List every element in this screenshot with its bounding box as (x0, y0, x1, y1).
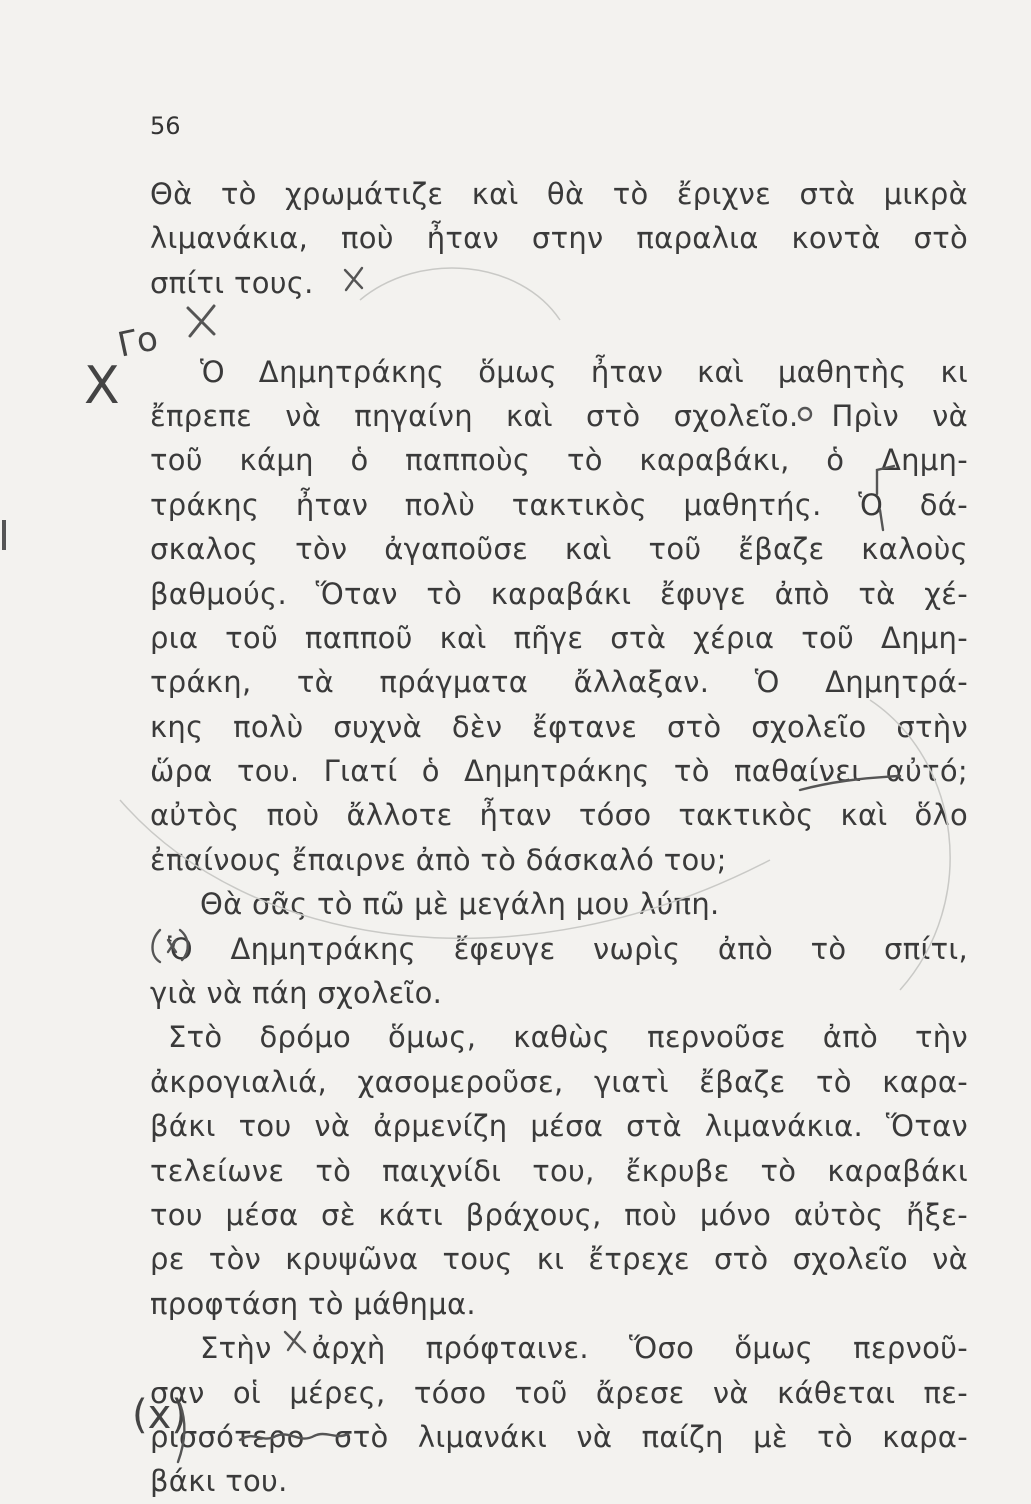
text-line: ρια τοῦ παπποῦ καὶ πῆγε στὰ χέρια τοῦ Δημη- (150, 620, 968, 655)
bracket-mark-icon (877, 466, 894, 530)
text-line: σπίτι τους. (150, 265, 314, 300)
text-line: ρε τὸν κρυψῶνα τους κι ἔτρεχε στὸ σχολεῖο νὰ (150, 1242, 968, 1277)
text-line: λιμανάκια, ποὺ ἦταν στην παραλια κοντὰ στὸ (150, 221, 968, 256)
faint-arc-icon (360, 268, 560, 320)
text-line: ἀκρογιαλιά, χασομεροῦσε, γιατὶ ἔβαζε τὸ καρα- (150, 1064, 968, 1099)
scribble-icon (240, 1434, 348, 1440)
x-mark-icon (153, 930, 188, 962)
text-line: τοῦ κάμη ὁ παπποὺς τὸ καραβάκι, ὁ Δημη- (150, 443, 968, 478)
text-line: βάκι του. (150, 1464, 288, 1499)
text-line: σκαλος τὸν ἀγαποῦσε καὶ τοῦ ἔβαζε καλοὺς (150, 532, 968, 567)
text-line: ἐπαίνους ἔπαιρνε ἀπὸ τὸ δάσκαλό του; (150, 842, 727, 877)
text-line: Ὁ Δημητράκης ὅμως ἦταν καὶ μαθητὴς κι (200, 354, 968, 389)
text-line: βάκι του νὰ ἀρμενίζη μέσα στὰ λιμανάκια. Ὅταν (150, 1109, 968, 1144)
text-line: του μέσα σὲ κάτι βράχους, ποὺ μόνο αὐτὸς ἤξε- (150, 1197, 968, 1232)
circle-mark-icon (799, 408, 811, 420)
text-line: κης πολὺ συχνὰ δὲν ἔφτανε στὸ σχολεῖο στὴν (150, 709, 968, 744)
text-line: Στὸ δρόμο ὅμως, καθὼς περνοῦσε ἀπὸ τὴν (168, 1020, 968, 1055)
pen-stroke-icon (800, 776, 900, 790)
text-line: βαθμούς. Ὅταν τὸ καραβάκι ἔφυγε ἀπὸ τὰ χέ- (150, 576, 968, 611)
paren-mark-icon (178, 1404, 184, 1462)
text-line: Ὁ Δημητράκης ἔφευγε νωρὶς ἀπὸ τὸ σπίτι, (168, 931, 968, 966)
x-mark-icon (188, 306, 214, 336)
faint-arc-icon (120, 800, 770, 938)
text-line: αὐτὸς ποὺ ἄλλοτε ἦταν τόσο τακτικὸς καὶ ὅλο (150, 798, 968, 833)
faint-arc-icon (870, 700, 950, 990)
text-line: τράκη, τὰ πράγματα ἄλλαξαν. Ὁ Δημητρά- (150, 665, 968, 700)
text-line: Θὰ τὸ χρωμάτιζε καὶ θὰ τὸ ἔριχνε στὰ μικρὰ (150, 177, 968, 211)
handwritten-gamma-mark: Γο (114, 318, 162, 366)
x-mark-icon (345, 268, 362, 290)
text-line: προφτάση τὸ μάθημα. (150, 1286, 476, 1321)
text-line: ἔπρεπε νὰ πηγαίνη καὶ στὸ σχολεῖο. Πρὶν νὰ (150, 398, 968, 433)
text-line: γιὰ νὰ πάη σχολεῖο. (150, 976, 443, 1011)
text-line: Στὴν ἀρχὴ πρόφταινε. Ὅσο ὅμως περνοῦ- (200, 1331, 968, 1366)
text-line: τελείωνε τὸ παιχνίδι του, ἔκρυβε τὸ καραβάκι (150, 1153, 968, 1188)
text-line: τράκης ἦταν πολὺ τακτικὸς μαθητής. Ὁ δά- (150, 487, 968, 522)
page-number: 56 (150, 112, 181, 140)
x-mark-icon (285, 1332, 305, 1352)
text-line: ρισσότερο στὸ λιμανάκι νὰ παίζη μὲ τὸ καρα- (150, 1419, 968, 1454)
text-line: Θὰ σᾶς τὸ πῶ μὲ μεγάλη μου λύπη. (200, 887, 720, 922)
handwritten-x-mark: X (84, 356, 120, 416)
text-line: ὥρα του. Γιατί ὁ Δημητράκης τὸ παθαίνει αὐτό; (150, 754, 968, 789)
handwritten-paren-x: (x) (132, 1392, 187, 1438)
text-line: σαν οἱ μέρες, τόσο τοῦ ἄρεσε νὰ κάθεται πε- (150, 1375, 968, 1410)
